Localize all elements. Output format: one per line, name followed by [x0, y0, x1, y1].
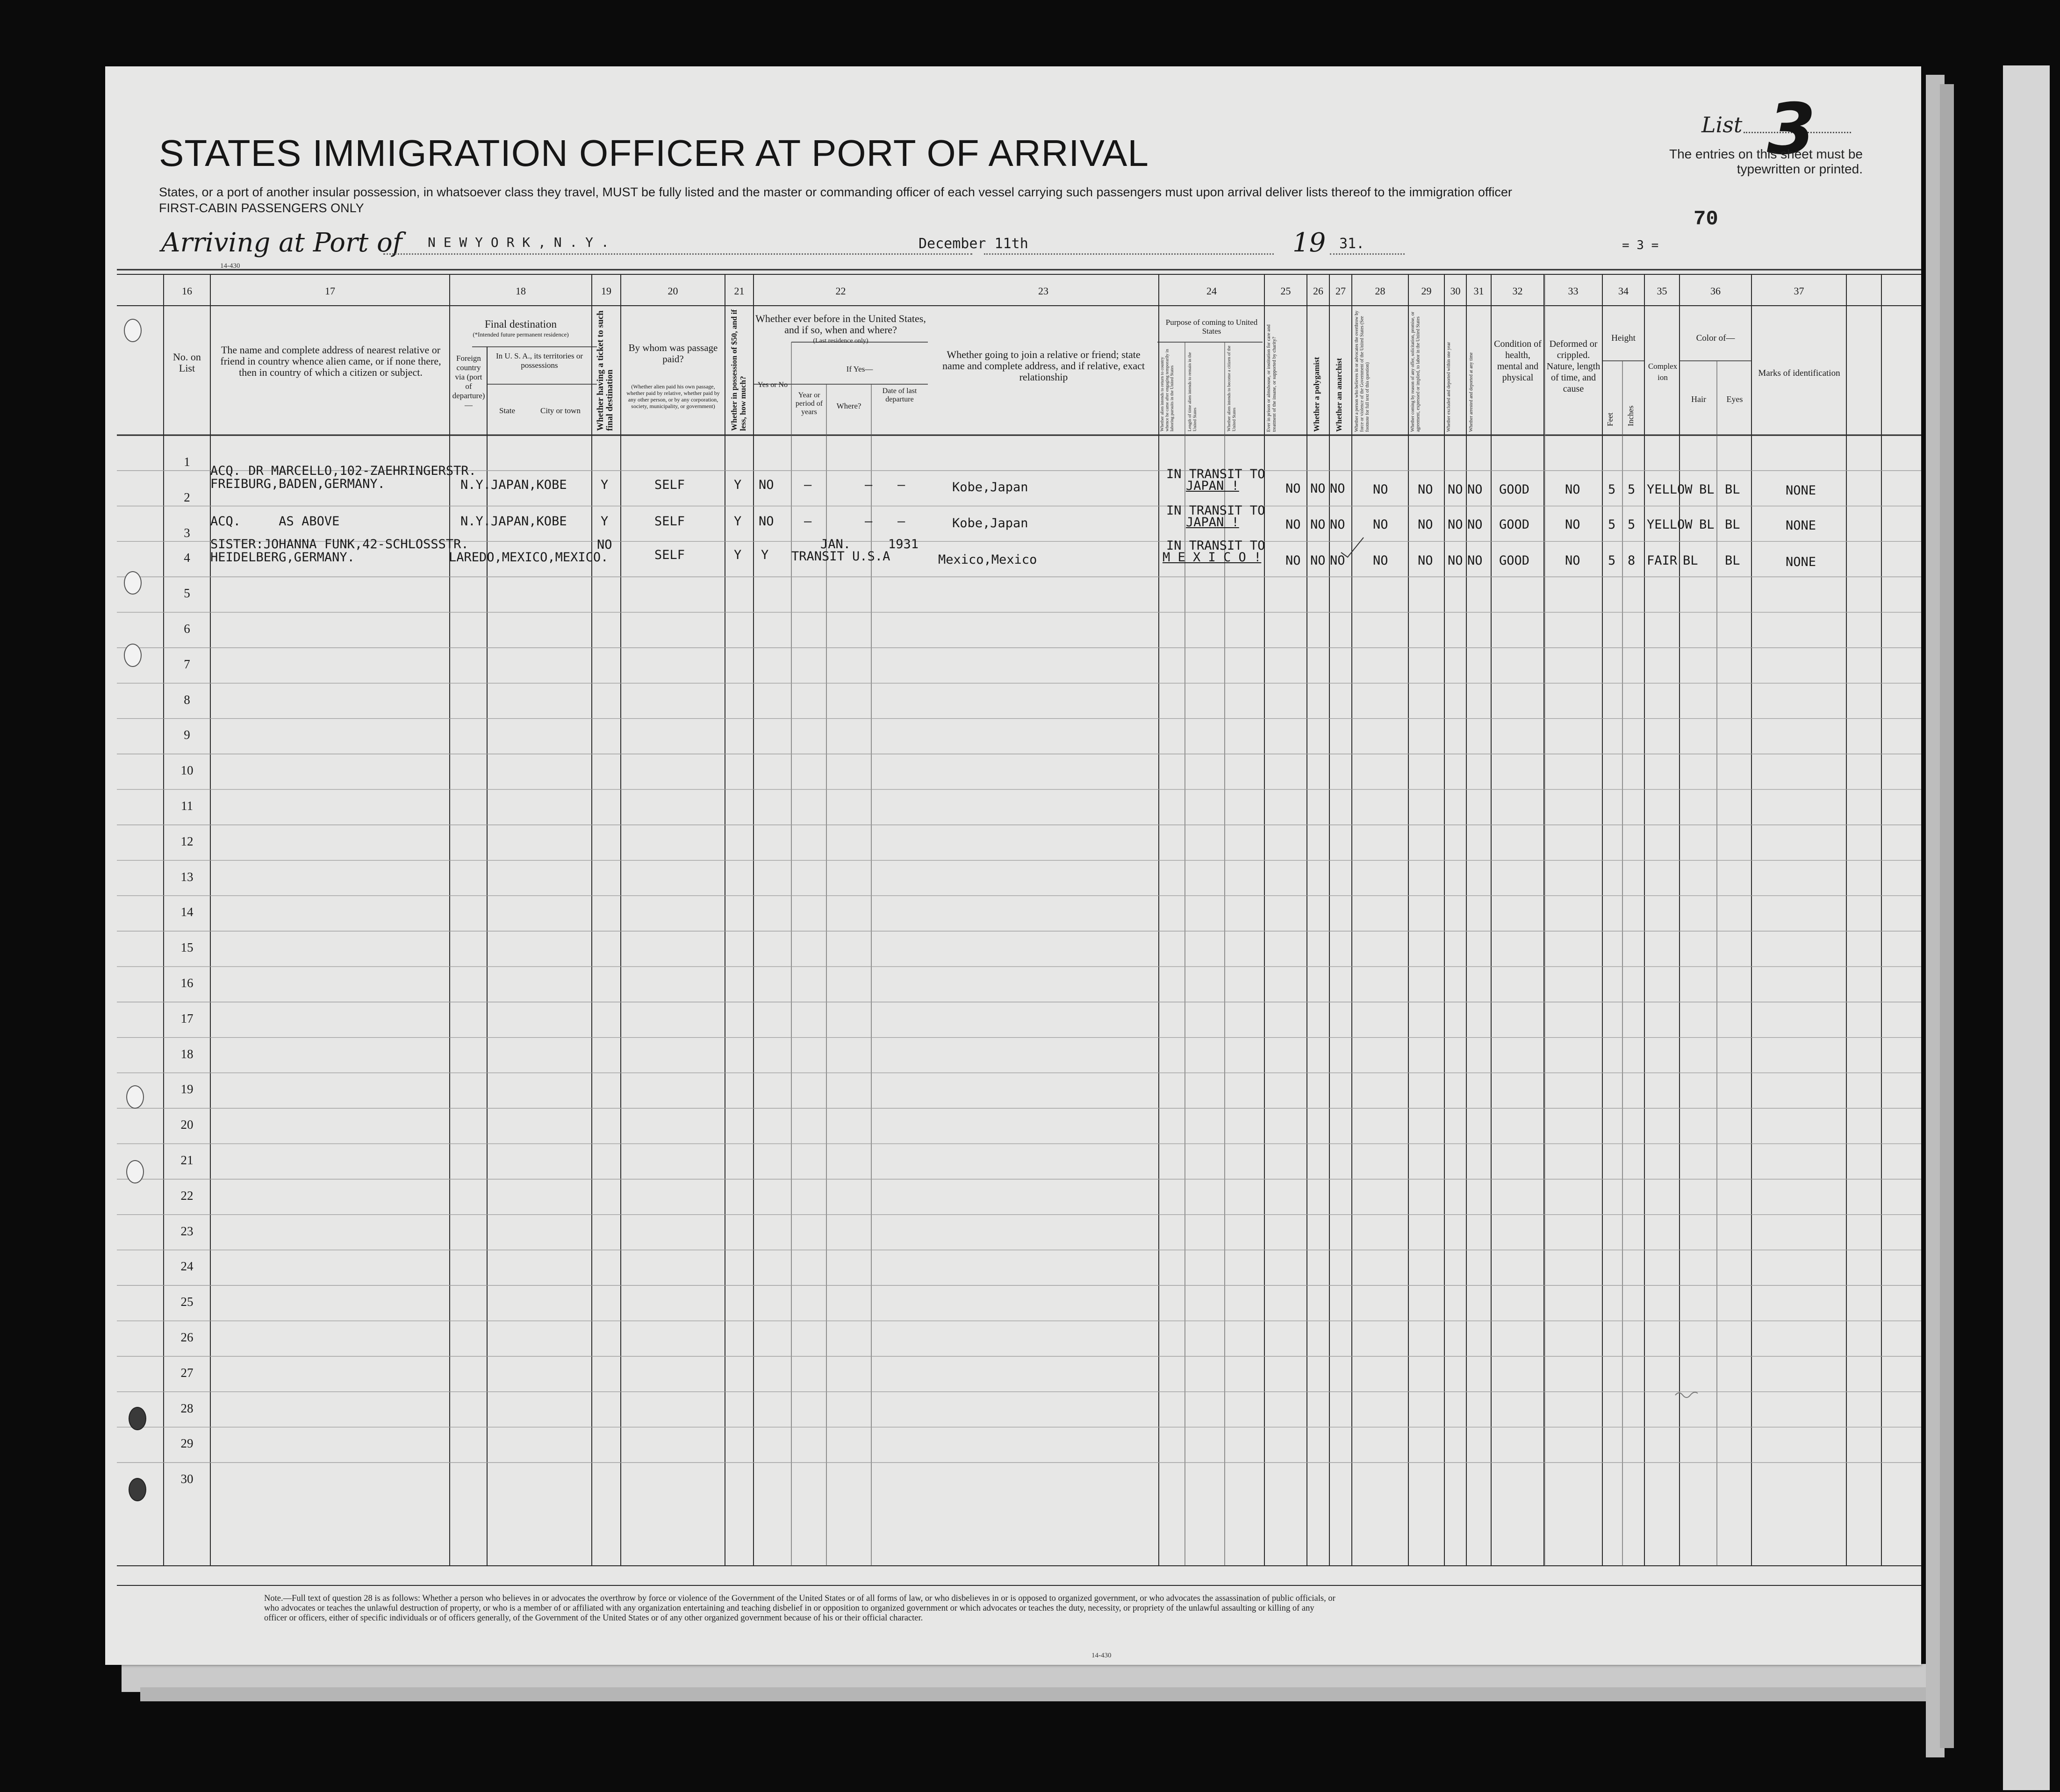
- header-city: City or town: [540, 406, 581, 415]
- header-prison: Ever in prison or almshouse, or institution for care and treatment of the insane, or supported by charity?: [1266, 324, 1277, 432]
- height-feet: 5: [1608, 482, 1616, 497]
- eye-color: BL: [1725, 517, 1740, 532]
- row-number: 29: [180, 1436, 194, 1451]
- col-number-25: 25: [1280, 285, 1291, 297]
- underlying-sheet-bottom: [140, 1687, 1926, 1701]
- col-number-22: 22: [835, 285, 846, 297]
- row-number: 26: [180, 1330, 194, 1344]
- ticket: Y: [601, 478, 609, 492]
- row-number: 18: [180, 1047, 194, 1061]
- header-health: Condition of health, mental and physical: [1494, 339, 1542, 383]
- prison: NO: [1285, 517, 1301, 532]
- punch-hole: [124, 571, 142, 595]
- stamp-marking: = 3 =: [1622, 238, 1659, 252]
- header-yes-or-no: Yes or No: [757, 381, 788, 389]
- arriving-label: Arriving at Port of: [161, 228, 402, 258]
- header-purpose-citizen: Whether alien intends to become a citizen of the United States: [1227, 345, 1237, 431]
- before-in-us: Y: [761, 548, 769, 562]
- check-marks: [1339, 534, 1367, 562]
- prison: NO: [1285, 553, 1301, 568]
- deformed: NO: [1565, 553, 1580, 568]
- joining-relative: Kobe,Japan: [952, 480, 1028, 495]
- row-number: 10: [180, 763, 194, 778]
- question-28: NO: [1373, 482, 1388, 497]
- page-number: 70: [1694, 208, 1718, 231]
- header-year-period: Year or period of years: [795, 391, 823, 416]
- punch-hole: [129, 1478, 146, 1501]
- labor-offer: NO: [1418, 553, 1433, 568]
- pencil-mark: [1673, 1387, 1701, 1401]
- col-number-29: 29: [1421, 285, 1432, 297]
- where-in-us: –: [865, 478, 873, 492]
- where-in-us: –: [865, 514, 873, 529]
- header-inches: Inches: [1626, 405, 1635, 426]
- header-final-destination-sub: (*Intended future permanent residence): [473, 331, 569, 338]
- arrested: NO: [1467, 482, 1483, 497]
- marks: NONE: [1786, 518, 1816, 533]
- health: GOOD: [1499, 553, 1530, 568]
- hair-color: BL: [1683, 553, 1698, 568]
- excluded: NO: [1448, 517, 1463, 532]
- labor-offer: NO: [1418, 482, 1433, 497]
- last-departure: –: [897, 478, 905, 492]
- purpose-line-2: JAPAN !: [1186, 515, 1239, 530]
- last-departure: 1931: [888, 537, 919, 552]
- year-prefix: 19: [1292, 228, 1326, 258]
- header-if-yes: If Yes—: [846, 365, 873, 373]
- col-number-18: 18: [516, 285, 526, 297]
- arrival-date: December 11th: [919, 236, 1028, 252]
- page-title: STATES IMMIGRATION OFFICER AT PORT OF ARRIVAL: [159, 132, 1149, 174]
- ticket: NO: [597, 538, 612, 552]
- col-number-35: 35: [1657, 285, 1667, 297]
- col-number-37: 37: [1794, 285, 1804, 297]
- header-passage-paid-sub: (Whether alien paid his own passage, whether paid by relative, whether paid by any other person, or by any corporation, society, municipality, or government): [626, 383, 720, 409]
- purpose-line-1: IN TRANSIT TO: [1166, 467, 1265, 481]
- header-marks: Marks of identification: [1758, 368, 1840, 378]
- header-eyes: Eyes: [1726, 394, 1743, 404]
- relative-address-line-1: SISTER:JOHANNA FUNK,42-SCHLOSSSTR.: [210, 537, 469, 552]
- header-purpose: Purpose of coming to United States: [1165, 318, 1258, 336]
- col-number-20: 20: [668, 285, 678, 297]
- polygamist: NO: [1310, 553, 1326, 568]
- arrested: NO: [1467, 517, 1483, 532]
- header-possession-50: Whether in possession of $50, and if less, how much?: [730, 309, 747, 431]
- row-number: 14: [180, 905, 194, 919]
- header-state: State: [499, 406, 515, 415]
- joining-relative: Mexico,Mexico: [938, 552, 1037, 567]
- question-28: NO: [1373, 517, 1388, 532]
- header-arrested: Whether arrested and deported at any time: [1469, 352, 1474, 432]
- col-number-19: 19: [601, 285, 611, 297]
- complexion: YELLOW: [1647, 482, 1693, 497]
- row-number: 5: [184, 586, 190, 601]
- footnote: Note.—Full text of question 28 is as follows: Whether a person who believes in or advocates the overthrow by force or violence of the Government of the United States or of all forms of law, or who disbelieves in or is opposed to organized government, or who advocates the assassination of public officials, or who advocates or teaches the unlawful destruction of property, or who is a member of or affiliated with any organization entertaining and teaching disbelief in or opposition to organized government or which advocates or teaches the duty, necessity, or propriety of the unlawful assaulting or killing of any officer or officers, either of specific individuals or of officers generally, of the Government of the United States or of any other organized government because of his or their official character.: [264, 1594, 1335, 1623]
- row-number: 20: [180, 1118, 194, 1132]
- purpose-line-1: IN TRANSIT TO: [1166, 503, 1265, 518]
- complexion: FAIR: [1647, 553, 1678, 568]
- anarchist: NO: [1330, 481, 1345, 496]
- row-number: 6: [184, 622, 190, 636]
- header-question-28: Whether a person who believes in or advocates the overthrow by force or violence of the Government of the United States (See footnote for full text of this question): [1354, 310, 1370, 432]
- col-number-23: 23: [1038, 285, 1048, 297]
- row-number: 21: [180, 1153, 194, 1167]
- row-number: 24: [180, 1259, 194, 1274]
- anarchist: NO: [1330, 553, 1345, 568]
- header-height: Height: [1611, 333, 1636, 343]
- excluded: NO: [1448, 553, 1463, 568]
- header-anarchist: Whether an anarchist: [1335, 358, 1343, 432]
- marks: NONE: [1786, 555, 1816, 569]
- col-number-26: 26: [1313, 285, 1323, 297]
- punch-hole: [124, 644, 142, 667]
- has-50: Y: [734, 514, 742, 529]
- row-number: 22: [180, 1188, 194, 1203]
- manifest-page: [105, 66, 1921, 1665]
- instructions-line-1: States, or a port of another insular possession, in whatsoever class they travel, MUST be fully listed and the master or commanding officer of each vessel carrying such passengers must upon arrival deliver lists thereof to the immigration officer: [159, 185, 1512, 199]
- purpose-line-2: JAPAN !: [1186, 479, 1239, 493]
- list-number: 3: [1767, 89, 1816, 170]
- year-suffix: 31.: [1339, 236, 1365, 252]
- underlying-sheet: [1940, 84, 1954, 1748]
- row-number: 15: [180, 940, 194, 955]
- hair-color: BL: [1699, 517, 1715, 532]
- final-destination: N.Y.JAPAN,KOBE: [460, 514, 567, 529]
- col-number-30: 30: [1450, 285, 1461, 297]
- passage-paid-by: SELF: [654, 514, 685, 529]
- deformed: NO: [1565, 517, 1580, 532]
- header-labor-offer: Whether coming by reason of any offer, solicitation, promise, or agreement, expressed or implied, to labor in the United States: [1410, 311, 1421, 432]
- row-number: 28: [180, 1401, 194, 1415]
- header-joining-relative: Whether going to join a relative or friend; state name and complete address, and if relative, exact relationship: [942, 349, 1145, 383]
- header-final-destination: Final destination: [485, 318, 557, 330]
- row-number: 25: [180, 1295, 194, 1309]
- col-number-16: 16: [182, 285, 192, 297]
- header-ever-before-us: Whether ever before in the United States, and if so, when and where?: [755, 313, 926, 336]
- punch-hole: [124, 319, 142, 342]
- header-last-residence: (Last residence only): [813, 337, 869, 344]
- relative-address-line-1: ACQ. DR MARCELLO,102-ZAEHRINGERSTR.: [210, 464, 476, 478]
- eye-color: BL: [1725, 553, 1740, 568]
- adjacent-page-edge: [2003, 65, 2050, 1790]
- height-inches: 5: [1628, 482, 1636, 497]
- col-number-36: 36: [1710, 285, 1721, 297]
- header-purpose-length: Length of time alien intends to remain in the United States: [1188, 352, 1198, 431]
- height-feet: 5: [1608, 517, 1616, 532]
- passage-paid-by: SELF: [654, 548, 685, 562]
- arrested: NO: [1467, 553, 1483, 568]
- anarchist: NO: [1330, 517, 1345, 532]
- header-no-on-list: No. on List: [173, 351, 201, 374]
- row-number: 30: [180, 1472, 194, 1486]
- row-number: 8: [184, 692, 190, 707]
- row-number: 1: [184, 455, 190, 469]
- row-number: 13: [180, 869, 194, 884]
- years-in-us: JAN.: [820, 537, 851, 552]
- row-number: 7: [184, 657, 190, 671]
- before-in-us: NO: [759, 514, 774, 529]
- row-number: 3: [184, 525, 190, 540]
- question-28: NO: [1373, 553, 1388, 568]
- passage-paid-by: SELF: [654, 478, 685, 492]
- row-number: 2: [184, 490, 190, 504]
- port-of-arrival: N E W Y O R K , N . Y .: [428, 235, 609, 250]
- eye-color: BL: [1725, 482, 1740, 497]
- header-where: Where?: [836, 401, 861, 410]
- header-polygamist: Whether a polygamist: [1312, 357, 1321, 432]
- col-number-24: 24: [1206, 285, 1217, 297]
- punch-hole: [126, 1085, 144, 1109]
- header-passage-paid: By whom was passage paid?: [628, 342, 718, 365]
- relative-address-line-2: FREIBURG,BADEN,GERMANY.: [210, 477, 385, 491]
- header-purpose-return: Whether alien intends to return to country whence he came after engaging temporarily in laboring pursuits in the United States: [1160, 349, 1175, 431]
- excluded: NO: [1448, 482, 1463, 497]
- health: GOOD: [1499, 517, 1530, 532]
- height-inches: 5: [1628, 517, 1636, 532]
- col-number-17: 17: [325, 285, 335, 297]
- height-inches: 8: [1628, 553, 1636, 568]
- header-deformed: Deformed or crippled. Nature, length of time, and cause: [1546, 339, 1601, 394]
- col-number-27: 27: [1335, 285, 1346, 297]
- header-excluded: Whether excluded and deported within one year: [1446, 342, 1451, 432]
- col-number-31: 31: [1473, 285, 1484, 297]
- final-destination: N.Y.JAPAN,KOBE: [460, 478, 567, 492]
- form-number-bottom: 14-430: [1091, 1652, 1112, 1659]
- header-color: Color of—: [1696, 333, 1735, 343]
- last-departure: –: [897, 514, 905, 529]
- years-in-us: –: [804, 478, 812, 492]
- header-last-departure: Date of last departure: [882, 387, 917, 403]
- before-in-us: NO: [759, 478, 774, 492]
- hair-color: BL: [1699, 482, 1715, 497]
- deformed: NO: [1565, 482, 1580, 497]
- punch-hole: [126, 1160, 144, 1183]
- polygamist: NO: [1310, 481, 1326, 496]
- list-label: List: [1701, 112, 1743, 137]
- ticket: Y: [601, 514, 609, 529]
- row-number: 27: [180, 1365, 194, 1380]
- col-number-34: 34: [1618, 285, 1629, 297]
- purpose-line-2: M E X I C O !: [1163, 550, 1262, 565]
- relative-address-line-2: HEIDELBERG,GERMANY.: [210, 550, 355, 565]
- has-50: Y: [734, 548, 742, 562]
- header-complexion: Complexion: [1648, 362, 1678, 382]
- col-number-32: 32: [1512, 285, 1523, 297]
- years-in-us: –: [804, 514, 812, 529]
- punch-hole: [129, 1407, 146, 1430]
- manifest-grid: [105, 66, 1921, 1665]
- col-number-21: 21: [734, 285, 745, 297]
- joining-relative: Kobe,Japan: [952, 516, 1028, 530]
- col-number-28: 28: [1375, 285, 1385, 297]
- purpose-line-1: IN TRANSIT TO: [1166, 538, 1265, 553]
- health: GOOD: [1499, 482, 1530, 497]
- row-number: 12: [180, 834, 194, 848]
- form-number-top: 14-430: [220, 262, 240, 270]
- final-destination: LAREDO,MEXICO,MEXICO.: [449, 550, 609, 565]
- height-feet: 5: [1608, 553, 1616, 568]
- header-in-usa: In U. S. A., its territories or possessions: [495, 351, 583, 370]
- has-50: Y: [734, 478, 742, 492]
- header-nearest-relative: The name and complete address of nearest relative or friend in country whence alien came, or if none there, then in country of which a citizen or subject.: [220, 344, 441, 378]
- where-in-us: TRANSIT U.S.A: [791, 549, 890, 564]
- row-number: 16: [180, 976, 194, 990]
- relative-address-line-1: ACQ. AS ABOVE: [210, 514, 340, 529]
- instructions-line-2: FIRST-CABIN PASSENGERS ONLY: [159, 201, 364, 215]
- row-number: 11: [181, 799, 193, 813]
- labor-offer: NO: [1418, 517, 1433, 532]
- polygamist: NO: [1310, 517, 1326, 532]
- marks: NONE: [1786, 483, 1816, 498]
- row-number: 9: [184, 728, 190, 742]
- col-number-33: 33: [1568, 285, 1579, 297]
- header-feet: Feet: [1606, 412, 1615, 426]
- row-number: 17: [180, 1011, 194, 1025]
- row-number: 4: [184, 551, 190, 565]
- row-number: 23: [180, 1224, 194, 1238]
- entries-note: The entries on this sheet must be typewritten or printed.: [1669, 147, 1863, 176]
- header-foreign-country: Foreign country via (port of departure)—: [452, 354, 485, 409]
- complexion: YELLOW: [1647, 517, 1693, 532]
- header-ticket: Whether having a ticket to such final destination: [596, 310, 615, 431]
- row-number: 19: [180, 1082, 194, 1097]
- prison: NO: [1285, 481, 1301, 496]
- header-hair: Hair: [1691, 394, 1706, 404]
